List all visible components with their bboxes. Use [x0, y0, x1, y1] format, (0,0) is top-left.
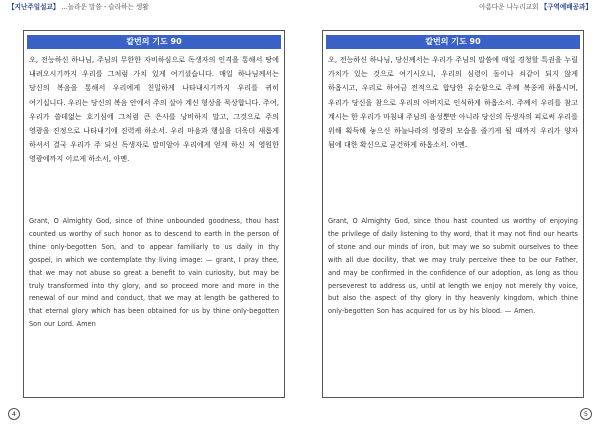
header-section-label: 【지난주일설교】: [8, 3, 60, 11]
left-page: [23, 30, 285, 398]
header-subtitle: ...놀라운 말씀 - 슬라하는 생활: [61, 3, 149, 11]
english-prayer-text: Grant, O Almighty God, since of thine unbounded goodness, thou hast counted us worthy of such honor as to descend to earth in the person of thine only-begotten Son, and to appear familiarly to us daily in thy gospel, in which we contemplate thy living image: — grant, I pray thee, that we may not abuse so great a benefit to vain curiosity, but may be truly transformed into thy glory, and so proceed more and more in the renewal of our mind and conduct, that we may at length be gathered to that eternal glory which has been obtained for us by thine only-begotten Son our Lord. Amen: [29, 217, 279, 329]
header-church-name: 아름다운 나누리교회: [479, 3, 539, 11]
right-page: [322, 30, 584, 398]
header-section-label-right: 【구역예배공과】: [540, 3, 592, 11]
korean-prayer-text: 오, 전능하신 하나님, 당신께서는 우리가 주님의 말씀에 매일 경청할 특권을 누릴 가치가 있는 것으로 여기시오니, 우리의 심령이 돌이나 쇠같이 되지 않게 하옵시고, 우리로 하여금 전적으로 합당한 유순함으로 주께 복종케 하옵시며, 우리가 당신을 참으로 우리의 아버지로 인식하게 하옵소서. 주께서 우리를 참고 계시는 한 우리가 마침내 주님의 음성뿐만 아니라 당신의 독생자의 피로써 우리를 위해 획득해 놓으신 하늘나라의 영광의 모습을 즐기게 될 때까지 우리가 양자 됨에 대한 확신으로 굳건하게 하옵소서. 아멘.: [328, 55, 578, 150]
korean-prayer-text: 오, 전능하신 하나님, 주님의 무한한 자비하심으로 독생자의 인격을 통해서 땅에 내려오시기까지 우리를 그처럼 가치 있게 여기셨습니다. 매일 하나님께서는 당신의 복음을 통해서 우리에게 친밀하게 나타내시기까지 우리를 귀히 여기십니다. 우리는 당신의 복음 안에서 주의 살아 계신 형상을 묵상합니다. 주여, 우리가 쓸데없는 호기심에 그처럼 큰 은사를 낭비하지 말고, 그것으로 주의 영광을 진정으로 나타내기에 진력케 하소서. 우리 마음과 행실을 더욱더 새롭게 하셔서 결국 우리가 주 되신 독생자로 말미암아 우리에게 얻게 하신 저 영원한 영광에까지 이르게 하소서, 아멘.: [29, 55, 279, 164]
page-title: 칼번의 기도 90: [27, 35, 281, 49]
header-right: [479, 3, 592, 12]
page-title: 칼번의 기도 90: [326, 35, 580, 49]
page-number-right: 5: [580, 408, 592, 420]
page-number-left: 4: [8, 408, 20, 420]
english-prayer-text: Grant, O Almighty God, since thou hast counted us worthy of enjoying the privilege of daily listening to thy word, that it may not find our hearts of stone and our minds of iron, but may we so submit ourselves to thee with all due docility, that we may truly perceive thee to be our Father, and may be confirmed in the confidence of our adoption, as long as thou perseverest to address us, until at length we enjoy not merely thy voice, but also the aspect of thy glory in thy heavenly kingdom, which thine only-begotten Son has acquired for us by his blood. — Amen.: [328, 217, 578, 316]
header-left: [8, 3, 149, 12]
